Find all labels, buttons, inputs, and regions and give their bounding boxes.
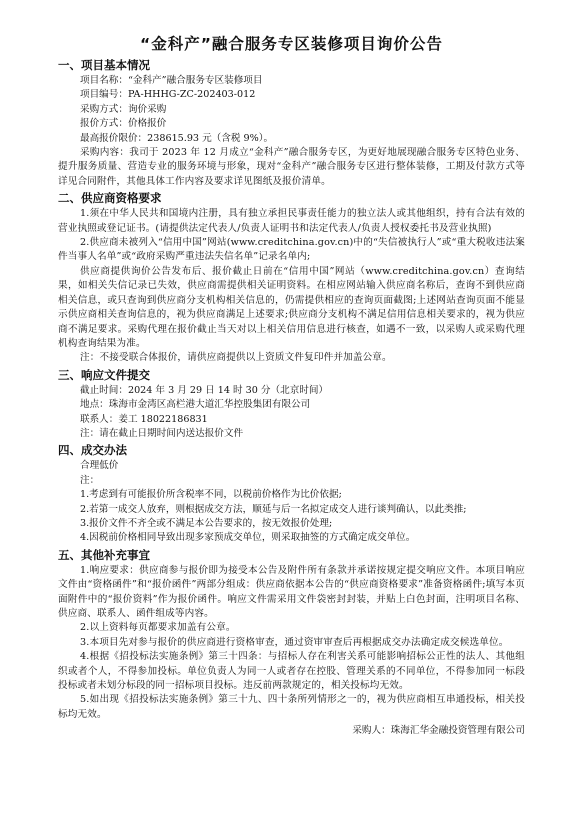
- supplement-2: 2.以上资料每页都要求加盖有公章。: [80, 622, 236, 634]
- section-4-heading: 四、成交办法: [58, 443, 127, 458]
- contact: 联系人：姜工 18022186831: [80, 413, 208, 425]
- max-price: 最高报价限价：238615.93 元（含税 9%）。: [80, 132, 274, 144]
- requirement-note: 注：不接受联合体报价，请供应商提供以上资质文件复印件并加盖公章。: [80, 352, 392, 364]
- project-number: 项目编号：PA-HHHG-ZC-202403-012: [80, 89, 256, 101]
- supplement-1: 1.响应要求：供应商参与报价即为接受本公告及附件所有条款并承诺按规定提交响应文件。本项目响应文件由“资格函件”和“报价函件”两部分组成：供应商依据本公告的“供应商资格要求”准备资格函件;填写本页面附件中的“报价资料”作为报价函件。响应文件需采用文件袋密封封装，并贴上白色封面，注明项目名称、供应商、联系人、函件组成等内容。: [58, 564, 525, 619]
- supplement-5: 5.如出现《招投标法实施条例》第三十九、四十条所列情形之一的，视为供应商相互串通投标，相关投标均无效。: [58, 694, 525, 720]
- award-note-label: 注：: [80, 474, 100, 486]
- section-5-heading: 五、其他补充事宜: [58, 547, 150, 562]
- award-rule: 合理低价: [80, 460, 119, 472]
- location: 地点：珠海市金湾区高栏港大道汇华控股集团有限公司: [80, 399, 311, 411]
- award-item-4: 4.因税前价格相同导致出现多家预成交单位，则采取抽签的方式确定成交单位。: [80, 532, 416, 544]
- requirement-credit-check: 供应商提供询价公告发布后、报价截止日前在“信用中国”网站（www.creditchina.gov.cn）查询结果，如相关失信记录已失效，供应商需提供相关证明资料。在相应网站输入供应商名称后，查询不到供应商相关信息，或只查询到供应商分支机构相关信息的，仍需提供相应的查询页面截图;上述网站查询页面不能显示供应商相关查询信息的，视为供应商满足上述要求;供应商分支机构不满足信用信息相关要求的，视为供应商不满足要求。采购代理在报价截止当天对以上相关信用信息进行核查，如遇不一致，以采购人或采购代理机构查询结果为准。: [58, 265, 525, 349]
- document-title: “金科产”融合服务专区装修项目询价公告: [140, 35, 443, 53]
- quote-method: 报价方式：价格报价: [80, 118, 167, 130]
- deadline: 截止时间：2024 年 3 月 29 日 14 时 30 分（北京时间）: [80, 384, 329, 396]
- award-item-1: 1.考虑到有可能报价所含税率不同，以税前价格作为比价依据;: [80, 489, 342, 501]
- supplement-4: 4.根据《招投标法实施条例》第三十四条：与招标人存在利害关系可能影响招标公正性的法人、其他组织或者个人，不得参加投标。单位负责人为同一人或者存在控股、管理关系的不同单位，不得参加同一标段投标或者未划分标段的同一招标项目投标。违反前两款规定的，相关投标均无效。: [58, 651, 525, 692]
- requirement-1: 1.须在中华人民共和国境内注册，具有独立承担民事责任能力的独立法人或其他组织，持有合法有效的营业执照或登记证书。(请提供法定代表人/负责人证明书和法定代表人/负责人授权委托书及营业执照): [58, 208, 525, 234]
- procurement-content: 采购内容：我司于 2023 年 12 月成立“金科产”融合服务专区，为更好地展现融合服务专区特色业务、提升服务质量、营造专业的服务环境与形象，现对“金科产”融合服务专区进行整体装修，工期及付款方式等详见合同附件，其他具体工作内容及要求详见图纸及报价清单。: [58, 147, 525, 187]
- section-2-heading: 二、供应商资格要求: [58, 191, 162, 206]
- section-3-heading: 三、响应文件提交: [58, 367, 150, 382]
- award-item-3: 3.报价文件不齐全或不满足本公告要求的，按无效报价处理;: [80, 517, 333, 529]
- requirement-2: 2.供应商未被列入“信用中国”网站(www.creditchina.gov.cn)中的“失信被执行人”或“重大税收违法案件当事人名单”或“政府采购严重违法失信名单”记录名单内;: [58, 237, 525, 263]
- supplement-3: 3.本项目先对参与报价的供应商进行资格审查，通过资审审查后再根据成交办法确定成交候选单位。: [80, 636, 509, 648]
- submission-note: 注：请在截止日期时间内送达报价文件: [80, 427, 244, 439]
- section-1-heading: 一、项目基本情况: [58, 58, 150, 72]
- award-item-2: 2.若第一成交人放弃，则根据成交方法，顺延与后一名拟定成交人进行谈判确认，以此类推;: [80, 503, 467, 515]
- procurement-method: 采购方式：询价采购: [80, 103, 167, 115]
- purchaser-signature: 采购人：珠海汇华金融投资管理有限公司: [352, 725, 525, 737]
- project-name: 项目名称：“金科产”融合服务专区装修项目: [80, 75, 263, 86]
